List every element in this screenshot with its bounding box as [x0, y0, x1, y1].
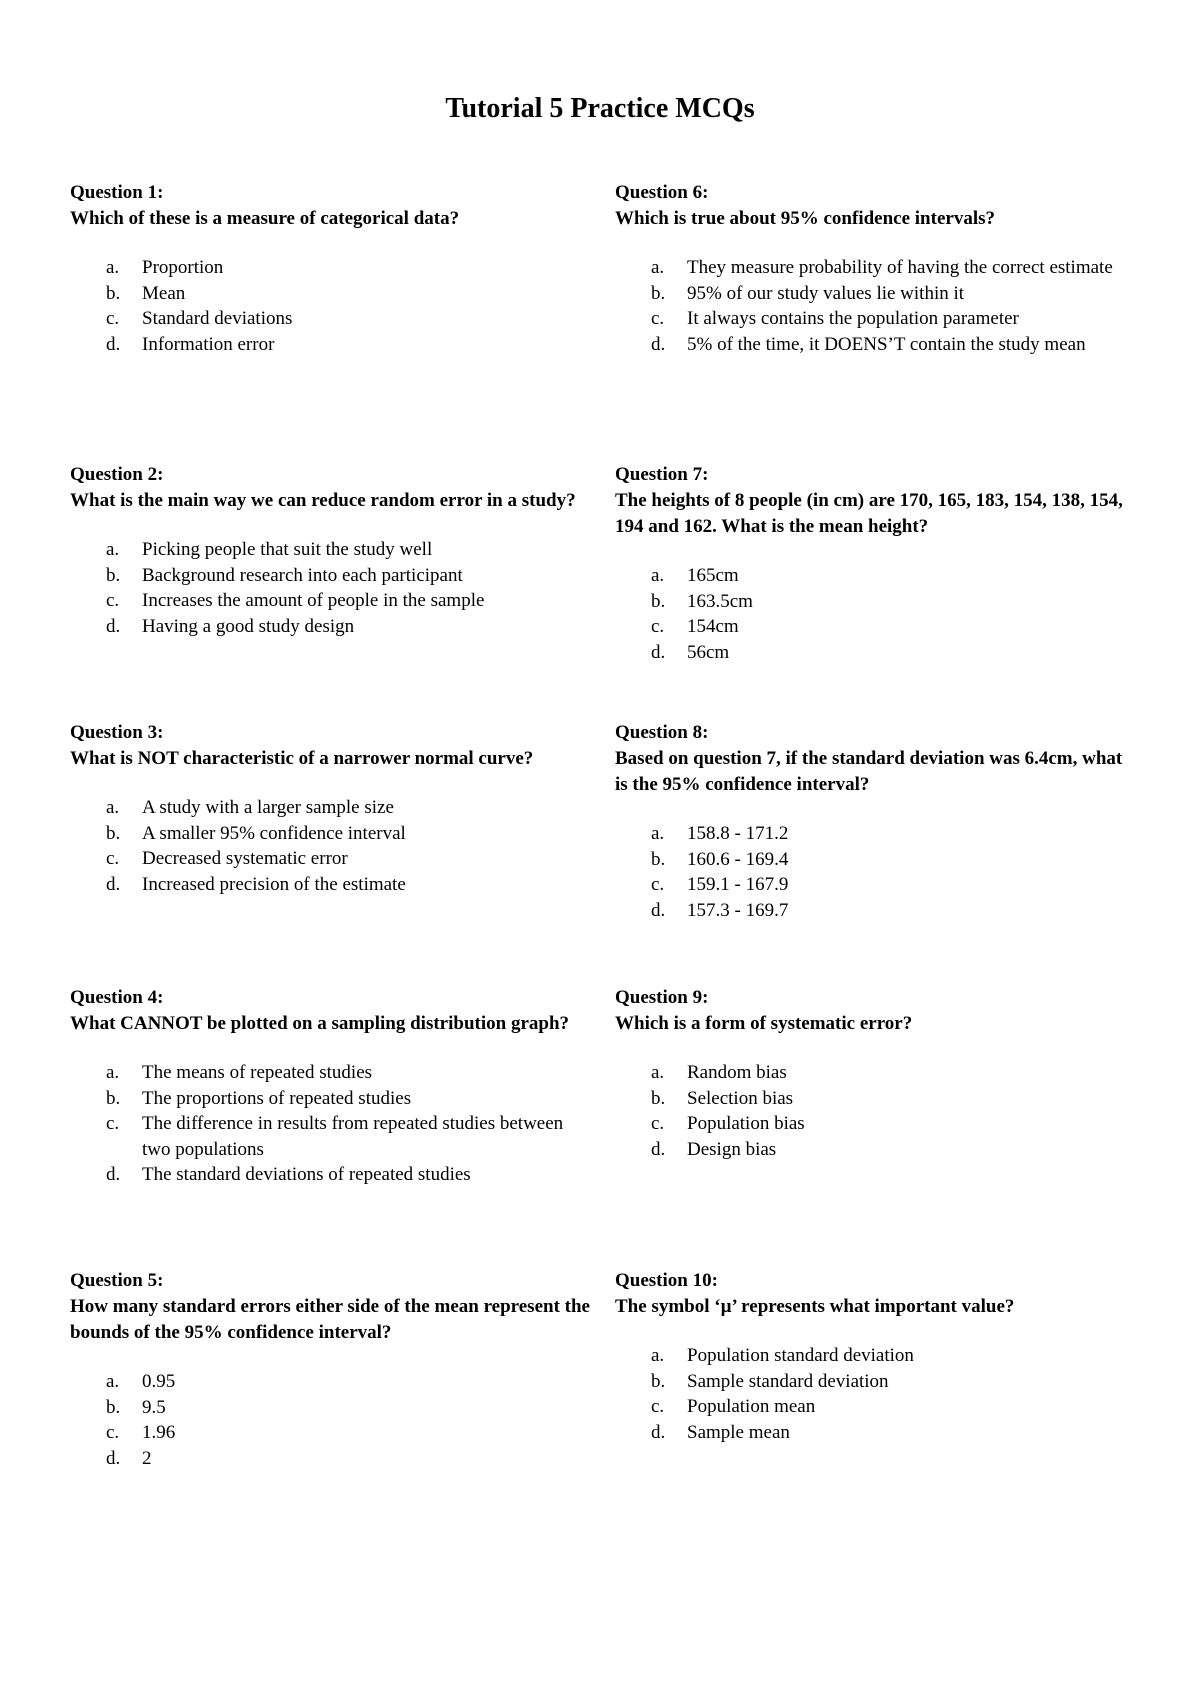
option-text: Increased precision of the estimate [142, 873, 406, 895]
option-a [70, 537, 590, 563]
question-2 [70, 462, 590, 639]
option-b [70, 821, 590, 847]
option-letter: a. [651, 1062, 665, 1083]
question-text: The heights of 8 people (in cm) are 170, 165, 183, 154, 138, 154, 194 and 162. What is the mean height? [615, 490, 1123, 537]
option-text: Increases the amount of people in the sample [142, 590, 485, 611]
option-letter: b. [651, 590, 666, 612]
option-a [70, 795, 590, 821]
question-number: Question 10: [615, 1270, 718, 1291]
option-d [615, 332, 1135, 358]
answer-options [615, 821, 1135, 923]
option-a [70, 1369, 590, 1395]
option-letter: d. [106, 1447, 121, 1469]
option-text: 95% of our study values lie within it [687, 282, 965, 304]
option-text: Standard deviations [142, 308, 293, 329]
answer-options [615, 255, 1135, 357]
option-text: Sample mean [687, 1421, 790, 1443]
answer-options [615, 1060, 1135, 1162]
question-number: Question 1: [70, 182, 164, 203]
question-10 [615, 1268, 1135, 1445]
option-text: 165cm [687, 565, 739, 586]
option-b [70, 563, 590, 589]
option-text: Population mean [687, 1396, 816, 1417]
question-8 [615, 720, 1135, 923]
option-d [615, 898, 1135, 924]
option-letter: a. [106, 797, 120, 818]
option-text: Mean [142, 282, 186, 304]
option-a [615, 821, 1135, 847]
option-letter: a. [651, 1345, 665, 1366]
option-letter: b. [651, 1087, 666, 1109]
option-d [70, 1446, 590, 1472]
question-number: Question 3: [70, 722, 164, 743]
option-b [615, 1369, 1135, 1395]
option-letter: d. [106, 873, 121, 895]
question-text: What CANNOT be plotted on a sampling distribution graph? [70, 1013, 570, 1034]
option-letter: d. [651, 899, 666, 921]
option-text: 158.8 - 171.2 [687, 823, 789, 844]
option-text: Having a good study design [142, 615, 355, 637]
option-text: Sample standard deviation [687, 1370, 889, 1392]
option-c [70, 1111, 590, 1162]
option-letter: c. [106, 590, 120, 611]
option-d [70, 614, 590, 640]
option-a [70, 1060, 590, 1086]
option-c [615, 1394, 1135, 1420]
option-a [615, 563, 1135, 589]
question-7 [615, 462, 1135, 665]
option-c [70, 1420, 590, 1446]
option-text: It always contains the population parameter [687, 308, 1019, 329]
option-text: Population standard deviation [687, 1345, 914, 1366]
option-d [70, 1162, 590, 1188]
answer-options [70, 537, 590, 639]
option-text: Selection bias [687, 1087, 794, 1109]
option-letter: a. [106, 539, 120, 560]
option-text: Information error [142, 333, 275, 355]
option-b [70, 1395, 590, 1421]
question-text: Which is a form of systematic error? [615, 1013, 913, 1034]
option-text: 160.6 - 169.4 [687, 848, 789, 870]
option-text: Decreased systematic error [142, 848, 348, 869]
question-text: Which of these is a measure of categorical data? [70, 208, 460, 229]
option-letter: a. [651, 257, 665, 278]
option-text: 56cm [687, 641, 730, 663]
option-c [615, 872, 1135, 898]
question-number: Question 8: [615, 722, 709, 743]
option-text: 0.95 [142, 1371, 176, 1392]
option-text: The means of repeated studies [142, 1062, 373, 1083]
option-letter: b. [106, 282, 121, 304]
question-number: Question 4: [70, 987, 164, 1008]
option-a [615, 1343, 1135, 1369]
option-d [615, 640, 1135, 666]
option-text: 2 [142, 1447, 152, 1469]
option-letter: c. [651, 1396, 665, 1417]
option-letter: a. [106, 1062, 120, 1083]
option-b [615, 281, 1135, 307]
option-c [615, 614, 1135, 640]
option-text: The proportions of repeated studies [142, 1087, 412, 1109]
question-text: The symbol ‘µ’ represents what important value? [615, 1296, 1015, 1317]
option-text: Picking people that suit the study well [142, 539, 433, 560]
option-d [70, 872, 590, 898]
option-letter: c. [651, 1113, 665, 1134]
option-letter: c. [106, 1113, 120, 1134]
option-letter: c. [106, 848, 120, 869]
option-b [615, 589, 1135, 615]
option-letter: b. [106, 1396, 121, 1418]
question-text: Based on question 7, if the standard deviation was 6.4cm, what is the 95% confidence interval? [615, 748, 1123, 795]
option-text: Proportion [142, 257, 224, 278]
option-b [615, 1086, 1135, 1112]
question-number: Question 9: [615, 987, 709, 1008]
option-letter: c. [651, 616, 665, 637]
option-letter: d. [106, 1164, 121, 1185]
option-letter: c. [106, 1422, 120, 1443]
question-text: Which is true about 95% confidence intervals? [615, 208, 995, 229]
question-1 [70, 180, 590, 357]
option-c [70, 846, 590, 872]
option-text: 1.96 [142, 1422, 176, 1443]
question-9 [615, 985, 1135, 1162]
document-title: Tutorial 5 Practice MCQs [445, 92, 755, 124]
option-text: They measure probability of having the correct estimate [687, 257, 1113, 278]
option-b [70, 1086, 590, 1112]
question-number: Question 7: [615, 464, 709, 485]
question-6 [615, 180, 1135, 357]
question-number: Question 2: [70, 464, 164, 485]
option-text: 163.5cm [687, 590, 753, 612]
option-letter: b. [106, 822, 121, 844]
option-letter: a. [651, 565, 665, 586]
option-text: Random bias [687, 1062, 787, 1083]
question-3 [70, 720, 590, 897]
question-text: What is NOT characteristic of a narrower normal curve? [70, 748, 534, 769]
option-text: 157.3 - 169.7 [687, 899, 789, 921]
answer-options [615, 1343, 1135, 1445]
option-letter: b. [651, 1370, 666, 1392]
option-letter: a. [106, 257, 120, 278]
question-number: Question 5: [70, 1270, 164, 1291]
answer-options [70, 1369, 590, 1471]
answer-options [70, 1060, 590, 1188]
option-text: 159.1 - 167.9 [687, 874, 789, 895]
option-a [615, 255, 1135, 281]
question-5 [70, 1268, 590, 1471]
option-d [70, 332, 590, 358]
option-d [615, 1420, 1135, 1446]
answer-options [70, 795, 590, 897]
option-text: Population bias [687, 1113, 805, 1134]
option-c [70, 306, 590, 332]
option-a [615, 1060, 1135, 1086]
option-text: A smaller 95% confidence interval [142, 822, 406, 844]
option-a [70, 255, 590, 281]
option-d [615, 1137, 1135, 1163]
option-letter: a. [106, 1371, 120, 1392]
option-b [615, 847, 1135, 873]
option-letter: b. [106, 1087, 121, 1109]
option-letter: a. [651, 823, 665, 844]
option-text: 154cm [687, 616, 739, 637]
option-text: 9.5 [142, 1396, 166, 1418]
option-text: 5% of the time, it DOENS’T contain the study mean [687, 333, 1086, 355]
option-text: The standard deviations of repeated studies [142, 1164, 471, 1185]
option-letter: b. [106, 564, 121, 586]
question-4 [70, 985, 590, 1188]
question-text: How many standard errors either side of the mean represent the bounds of the 95% confidence interval? [70, 1296, 590, 1343]
option-text: A study with a larger sample size [142, 797, 394, 818]
question-number: Question 6: [615, 182, 709, 203]
option-text: Design bias [687, 1138, 777, 1160]
option-letter: c. [106, 308, 120, 329]
option-letter: b. [651, 848, 666, 870]
option-letter: c. [651, 308, 665, 329]
option-letter: d. [106, 615, 121, 637]
option-letter: d. [651, 641, 666, 663]
answer-options [70, 255, 590, 357]
option-b [70, 281, 590, 307]
option-c [70, 588, 590, 614]
option-letter: d. [651, 1138, 666, 1160]
option-letter: d. [106, 333, 121, 355]
option-letter: b. [651, 282, 666, 304]
question-text: What is the main way we can reduce random error in a study? [70, 490, 576, 511]
option-letter: d. [651, 333, 666, 355]
option-c [615, 1111, 1135, 1137]
answer-options [615, 563, 1135, 665]
option-text: The difference in results from repeated studies between two populations [142, 1113, 564, 1160]
option-letter: c. [651, 874, 665, 895]
option-c [615, 306, 1135, 332]
option-letter: d. [651, 1421, 666, 1443]
option-text: Background research into each participant [142, 564, 463, 586]
